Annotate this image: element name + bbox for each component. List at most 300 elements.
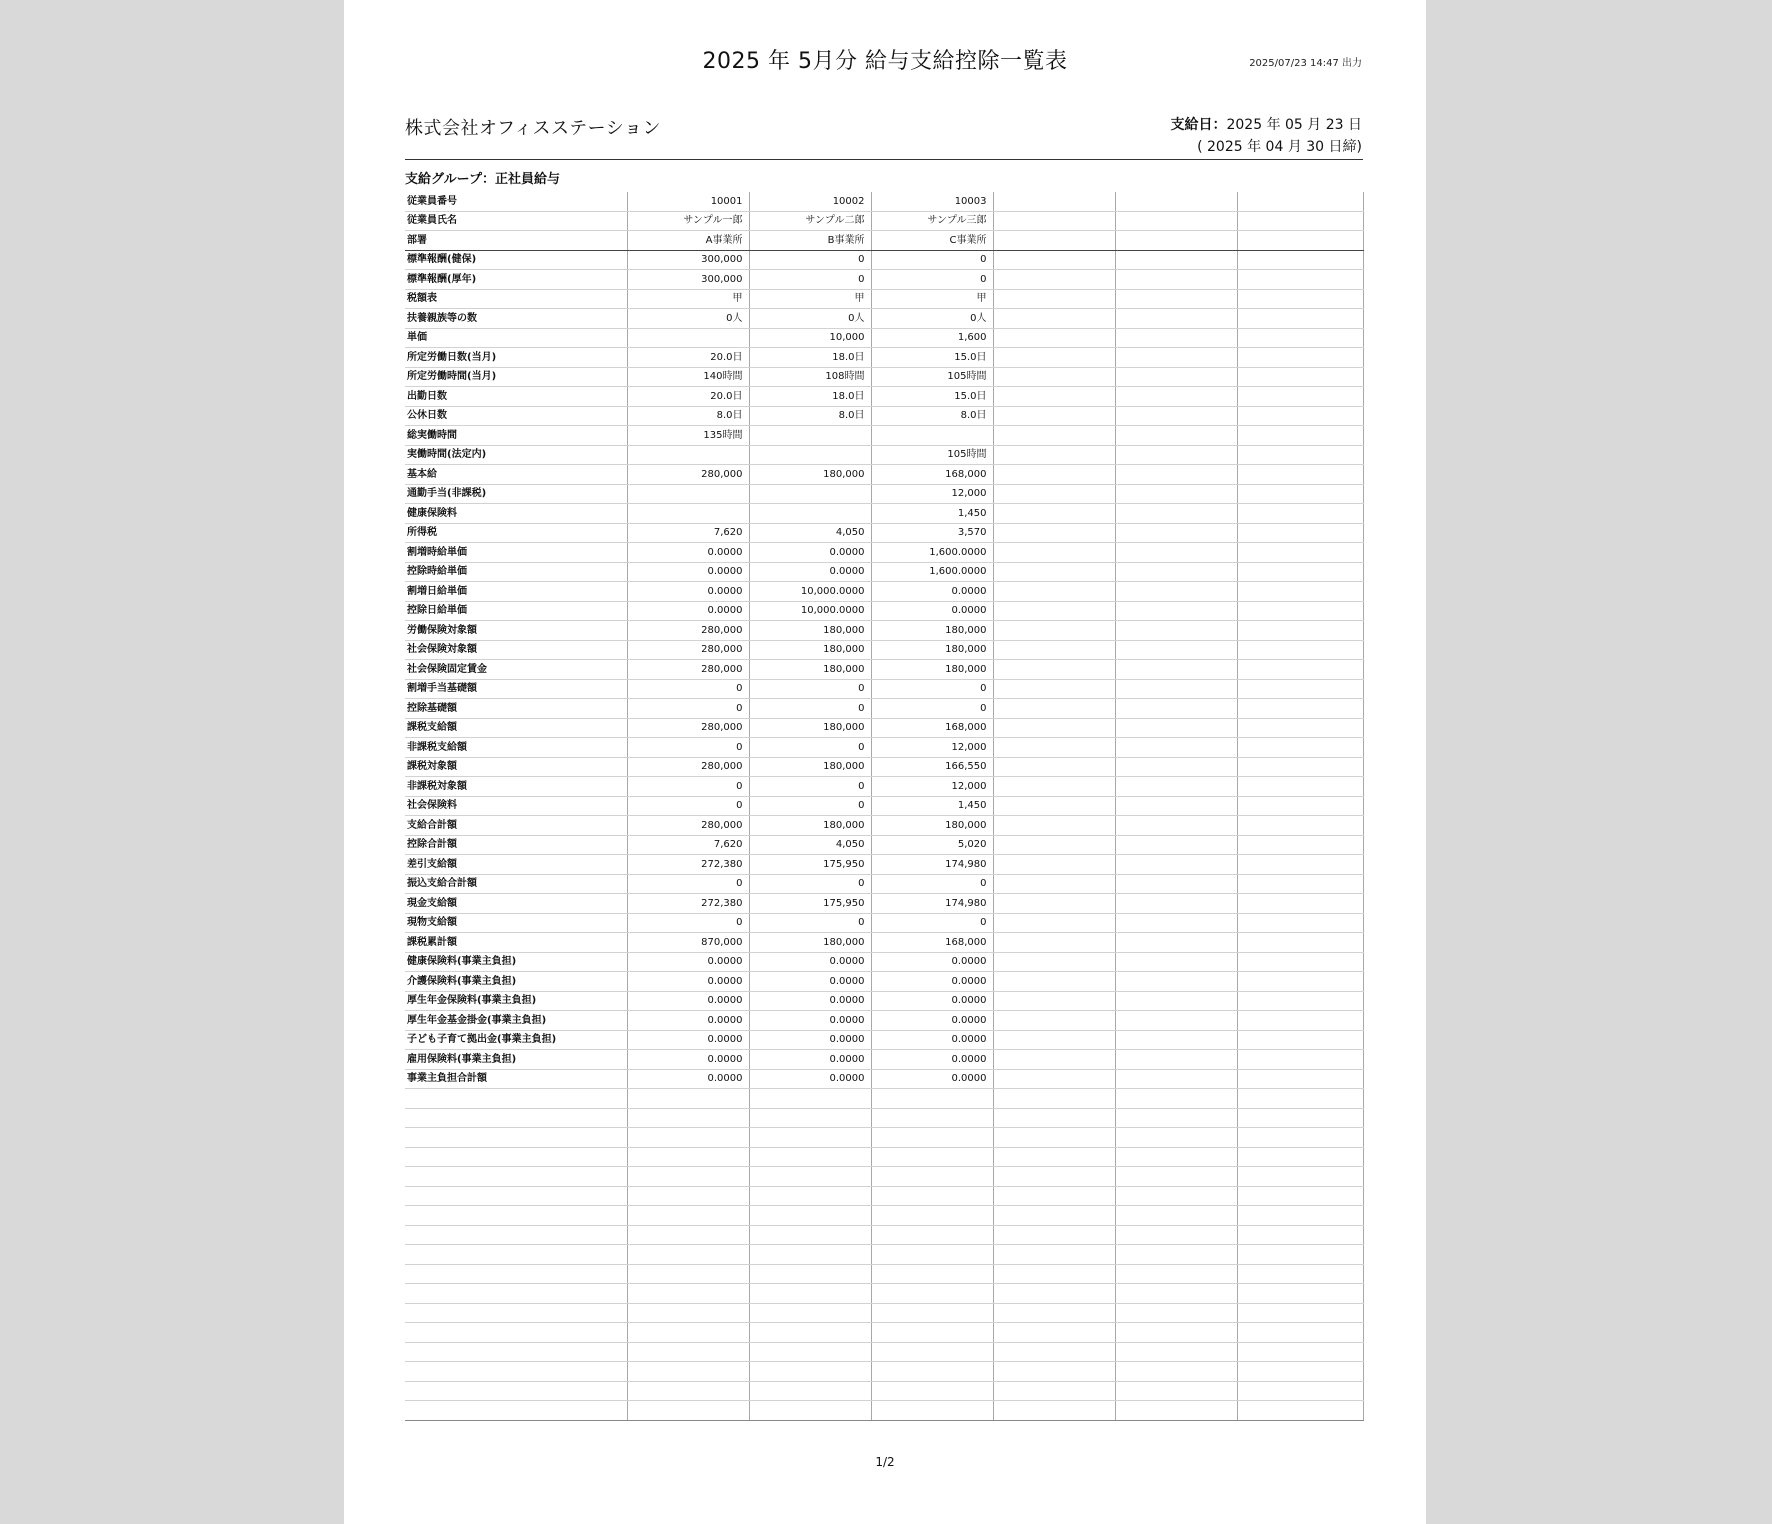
empty-column-cell xyxy=(1237,1147,1363,1167)
row-label xyxy=(405,1206,627,1226)
empty-column-cell xyxy=(1115,1303,1237,1323)
employee-value-cell: 0.0000 xyxy=(749,543,871,563)
empty-column-cell xyxy=(1237,1206,1363,1226)
empty-column-cell xyxy=(1237,621,1363,641)
row-label: 公休日数 xyxy=(405,406,627,426)
table-row xyxy=(405,1050,1363,1070)
row-label xyxy=(405,1323,627,1343)
empty-column-cell xyxy=(1115,601,1237,621)
employee-value-cell: 0.0000 xyxy=(627,991,749,1011)
row-label: 従業員氏名 xyxy=(405,211,627,231)
empty-column-cell xyxy=(993,523,1115,543)
employee-value-cell xyxy=(749,1264,871,1284)
employee-value-cell xyxy=(749,484,871,504)
employee-value-cell: 0.0000 xyxy=(871,972,993,992)
table-row xyxy=(405,582,1363,602)
empty-column-cell xyxy=(1237,738,1363,758)
empty-column-cell xyxy=(1115,1284,1237,1304)
empty-row xyxy=(405,1225,1363,1245)
employee-value-cell xyxy=(871,1225,993,1245)
row-label: 控除合計額 xyxy=(405,835,627,855)
empty-row xyxy=(405,1108,1363,1128)
empty-column-cell xyxy=(1237,1167,1363,1187)
employee-value-cell: 0.0000 xyxy=(627,1011,749,1031)
empty-column-cell xyxy=(1115,1323,1237,1343)
empty-column-cell xyxy=(1115,387,1237,407)
employee-value-cell xyxy=(749,1303,871,1323)
employee-value-cell: 0.0000 xyxy=(871,1011,993,1031)
empty-column-cell xyxy=(1115,231,1237,251)
empty-column-cell xyxy=(1237,1323,1363,1343)
empty-column-cell xyxy=(1237,1050,1363,1070)
empty-column-cell xyxy=(1115,621,1237,641)
employee-value-cell: 0.0000 xyxy=(871,582,993,602)
empty-column-cell xyxy=(993,796,1115,816)
employee-value-cell: 105時間 xyxy=(871,367,993,387)
empty-column-cell xyxy=(1115,1089,1237,1109)
empty-column-cell xyxy=(1115,1401,1237,1421)
table-row xyxy=(405,426,1363,446)
employee-value-cell: 18.0日 xyxy=(749,348,871,368)
employee-value-cell: 甲 xyxy=(749,289,871,309)
employee-value-cell: 168,000 xyxy=(871,718,993,738)
empty-column-cell xyxy=(993,1381,1115,1401)
empty-column-cell xyxy=(1237,484,1363,504)
empty-column-cell xyxy=(1115,582,1237,602)
empty-column-cell xyxy=(1115,406,1237,426)
row-label: 総実働時間 xyxy=(405,426,627,446)
employee-value-cell xyxy=(627,1303,749,1323)
empty-column-cell xyxy=(1237,426,1363,446)
empty-row xyxy=(405,1186,1363,1206)
employee-value-cell xyxy=(871,1323,993,1343)
employee-value-cell: 108時間 xyxy=(749,367,871,387)
row-label xyxy=(405,1147,627,1167)
employee-value-cell: 15.0日 xyxy=(871,348,993,368)
empty-column-cell xyxy=(1115,543,1237,563)
employee-value-cell: 300,000 xyxy=(627,270,749,290)
employee-value-cell: 1,600.0000 xyxy=(871,543,993,563)
empty-column-cell xyxy=(1237,1245,1363,1265)
employee-value-cell xyxy=(749,1128,871,1148)
empty-column-cell xyxy=(1237,504,1363,524)
employee-value-cell: C事業所 xyxy=(871,231,993,251)
empty-column-cell xyxy=(1115,952,1237,972)
employee-value-cell: 0.0000 xyxy=(749,1050,871,1070)
table-row xyxy=(405,543,1363,563)
employee-value-cell xyxy=(627,1401,749,1421)
empty-column-cell xyxy=(993,679,1115,699)
table-row xyxy=(405,504,1363,524)
employee-value-cell xyxy=(871,1167,993,1187)
employee-header-row xyxy=(405,192,1363,211)
employee-value-cell: 10001 xyxy=(627,192,749,211)
employee-value-cell: 0 xyxy=(871,874,993,894)
empty-column-cell xyxy=(1237,1381,1363,1401)
empty-column-cell xyxy=(993,621,1115,641)
employee-value-cell xyxy=(627,1206,749,1226)
table-row xyxy=(405,991,1363,1011)
employee-value-cell: 168,000 xyxy=(871,465,993,485)
table-row xyxy=(405,309,1363,329)
employee-value-cell: 18.0日 xyxy=(749,387,871,407)
empty-column-cell xyxy=(1237,991,1363,1011)
employee-value-cell xyxy=(871,1108,993,1128)
employee-value-cell: 870,000 xyxy=(627,933,749,953)
empty-column-cell xyxy=(1237,855,1363,875)
employee-value-cell xyxy=(627,1225,749,1245)
employee-value-cell: 280,000 xyxy=(627,660,749,680)
row-label: 事業主負担合計額 xyxy=(405,1069,627,1089)
table-row xyxy=(405,679,1363,699)
empty-column-cell xyxy=(1115,757,1237,777)
empty-column-cell xyxy=(993,328,1115,348)
employee-value-cell: 0.0000 xyxy=(627,601,749,621)
empty-column-cell xyxy=(1237,1128,1363,1148)
employee-value-cell: 180,000 xyxy=(749,621,871,641)
empty-column-cell xyxy=(1237,211,1363,231)
employee-value-cell xyxy=(749,1323,871,1343)
employee-value-cell: 10,000 xyxy=(749,328,871,348)
row-label: 割増日給単価 xyxy=(405,582,627,602)
employee-value-cell xyxy=(871,1128,993,1148)
row-label: 現物支給額 xyxy=(405,913,627,933)
employee-value-cell: 4,050 xyxy=(749,523,871,543)
empty-column-cell xyxy=(1237,367,1363,387)
empty-column-cell xyxy=(993,991,1115,1011)
employee-value-cell: 0 xyxy=(749,913,871,933)
empty-column-cell xyxy=(1237,972,1363,992)
empty-column-cell xyxy=(1237,874,1363,894)
empty-column-cell xyxy=(1115,816,1237,836)
report-title: 2025 年 5月分 給与支給控除一覧表 xyxy=(702,49,1068,74)
empty-column-cell xyxy=(1237,894,1363,914)
employee-value-cell: 0人 xyxy=(627,309,749,329)
empty-column-cell xyxy=(1115,1108,1237,1128)
empty-column-cell xyxy=(1237,348,1363,368)
employee-value-cell: 174,980 xyxy=(871,855,993,875)
table-row xyxy=(405,465,1363,485)
table-row xyxy=(405,835,1363,855)
employee-value-cell xyxy=(627,1264,749,1284)
employee-header-row xyxy=(405,211,1363,231)
row-label xyxy=(405,1284,627,1304)
empty-column-cell xyxy=(1115,270,1237,290)
employee-value-cell: 甲 xyxy=(627,289,749,309)
employee-value-cell: 12,000 xyxy=(871,738,993,758)
empty-row xyxy=(405,1245,1363,1265)
empty-column-cell xyxy=(993,933,1115,953)
row-label: 健康保険料 xyxy=(405,504,627,524)
employee-value-cell: 0 xyxy=(871,250,993,270)
employee-value-cell: 280,000 xyxy=(627,718,749,738)
employee-value-cell: 0 xyxy=(871,699,993,719)
empty-column-cell xyxy=(993,406,1115,426)
employee-value-cell: 180,000 xyxy=(871,640,993,660)
employee-value-cell: 8.0日 xyxy=(749,406,871,426)
empty-column-cell xyxy=(993,348,1115,368)
empty-column-cell xyxy=(1115,289,1237,309)
empty-column-cell xyxy=(1237,777,1363,797)
employee-value-cell: 1,450 xyxy=(871,796,993,816)
employee-value-cell xyxy=(749,1167,871,1187)
row-label: 非課税対象額 xyxy=(405,777,627,797)
employee-value-cell xyxy=(871,1245,993,1265)
empty-column-cell xyxy=(1115,991,1237,1011)
employee-value-cell: サンプル一郎 xyxy=(627,211,749,231)
row-label: 標準報酬(健保) xyxy=(405,250,627,270)
empty-column-cell xyxy=(1237,1362,1363,1382)
employee-value-cell: 0.0000 xyxy=(627,972,749,992)
employee-value-cell: 0.0000 xyxy=(627,1030,749,1050)
header-divider xyxy=(405,159,1363,160)
employee-value-cell xyxy=(749,1206,871,1226)
employee-value-cell: 0.0000 xyxy=(871,1030,993,1050)
empty-column-cell xyxy=(1237,406,1363,426)
empty-column-cell xyxy=(1115,777,1237,797)
empty-column-cell xyxy=(1237,933,1363,953)
row-label: 社会保険固定賃金 xyxy=(405,660,627,680)
empty-column-cell xyxy=(993,543,1115,563)
row-label: 介護保険料(事業主負担) xyxy=(405,972,627,992)
empty-row xyxy=(405,1089,1363,1109)
table-row xyxy=(405,855,1363,875)
employee-value-cell xyxy=(871,1206,993,1226)
empty-row xyxy=(405,1401,1363,1421)
employee-value-cell: 280,000 xyxy=(627,640,749,660)
table-row xyxy=(405,816,1363,836)
empty-column-cell xyxy=(993,601,1115,621)
employee-value-cell: 0.0000 xyxy=(749,991,871,1011)
row-label: 部署 xyxy=(405,231,627,251)
empty-column-cell xyxy=(993,816,1115,836)
employee-value-cell xyxy=(627,1284,749,1304)
empty-row xyxy=(405,1147,1363,1167)
employee-value-cell xyxy=(627,1323,749,1343)
empty-column-cell xyxy=(1115,1030,1237,1050)
employee-value-cell: 0 xyxy=(627,777,749,797)
empty-column-cell xyxy=(993,757,1115,777)
pay-date-block xyxy=(1170,114,1362,158)
empty-column-cell xyxy=(1115,211,1237,231)
employee-value-cell xyxy=(627,1362,749,1382)
empty-column-cell xyxy=(993,1264,1115,1284)
employee-value-cell: 0 xyxy=(749,738,871,758)
empty-column-cell xyxy=(993,1108,1115,1128)
employee-value-cell: 0.0000 xyxy=(627,543,749,563)
empty-column-cell xyxy=(1115,484,1237,504)
empty-column-cell xyxy=(1115,192,1237,211)
table-row xyxy=(405,387,1363,407)
row-label: 税額表 xyxy=(405,289,627,309)
employee-value-cell xyxy=(627,445,749,465)
employee-value-cell xyxy=(749,1342,871,1362)
employee-value-cell: 0.0000 xyxy=(749,1011,871,1031)
empty-column-cell xyxy=(1237,640,1363,660)
row-label: 従業員番号 xyxy=(405,192,627,211)
table-row xyxy=(405,874,1363,894)
employee-value-cell: 12,000 xyxy=(871,777,993,797)
row-label xyxy=(405,1264,627,1284)
employee-value-cell: 180,000 xyxy=(749,465,871,485)
empty-column-cell xyxy=(1115,972,1237,992)
table-row xyxy=(405,328,1363,348)
row-label xyxy=(405,1089,627,1109)
employee-value-cell: 8.0日 xyxy=(871,406,993,426)
empty-column-cell xyxy=(1237,601,1363,621)
employee-value-cell: 0 xyxy=(627,874,749,894)
empty-column-cell xyxy=(993,835,1115,855)
employee-value-cell: 0.0000 xyxy=(627,582,749,602)
empty-column-cell xyxy=(1237,1186,1363,1206)
empty-column-cell xyxy=(1115,523,1237,543)
empty-column-cell xyxy=(1115,1206,1237,1226)
empty-column-cell xyxy=(1237,562,1363,582)
empty-column-cell xyxy=(993,718,1115,738)
table-row xyxy=(405,621,1363,641)
employee-value-cell: 10,000.0000 xyxy=(749,582,871,602)
employee-value-cell: 10,000.0000 xyxy=(749,601,871,621)
employee-value-cell xyxy=(749,1089,871,1109)
table-row xyxy=(405,406,1363,426)
empty-column-cell xyxy=(993,1245,1115,1265)
row-label: 控除時給単価 xyxy=(405,562,627,582)
row-label: 扶養親族等の数 xyxy=(405,309,627,329)
employee-value-cell xyxy=(871,1147,993,1167)
row-label: 割増時給単価 xyxy=(405,543,627,563)
empty-column-cell xyxy=(1237,543,1363,563)
employee-value-cell: A事業所 xyxy=(627,231,749,251)
empty-column-cell xyxy=(1115,1147,1237,1167)
row-label: 基本給 xyxy=(405,465,627,485)
table-row xyxy=(405,894,1363,914)
empty-column-cell xyxy=(1115,796,1237,816)
table-row xyxy=(405,1069,1363,1089)
empty-row xyxy=(405,1303,1363,1323)
table-row xyxy=(405,738,1363,758)
empty-column-cell xyxy=(1237,231,1363,251)
row-label: 厚生年金保険料(事業主負担) xyxy=(405,991,627,1011)
employee-value-cell: 180,000 xyxy=(871,660,993,680)
empty-column-cell xyxy=(993,1401,1115,1421)
employee-value-cell xyxy=(627,1342,749,1362)
empty-column-cell xyxy=(1237,1108,1363,1128)
employee-value-cell: 0 xyxy=(627,738,749,758)
employee-value-cell: 280,000 xyxy=(627,621,749,641)
empty-column-cell xyxy=(1115,445,1237,465)
employee-value-cell: 105時間 xyxy=(871,445,993,465)
empty-column-cell xyxy=(1115,1362,1237,1382)
row-label: 非課税支給額 xyxy=(405,738,627,758)
employee-value-cell: 168,000 xyxy=(871,933,993,953)
empty-column-cell xyxy=(1237,816,1363,836)
empty-column-cell xyxy=(1115,1050,1237,1070)
employee-value-cell xyxy=(627,1245,749,1265)
empty-column-cell xyxy=(993,426,1115,446)
empty-column-cell xyxy=(993,894,1115,914)
table-row xyxy=(405,718,1363,738)
employee-value-cell xyxy=(749,1108,871,1128)
empty-column-cell xyxy=(1237,289,1363,309)
employee-value-cell: 0 xyxy=(749,699,871,719)
employee-value-cell: 0 xyxy=(749,679,871,699)
employee-value-cell: 0 xyxy=(749,874,871,894)
employee-value-cell: 0 xyxy=(871,913,993,933)
empty-column-cell xyxy=(993,660,1115,680)
employee-value-cell xyxy=(749,1381,871,1401)
empty-column-cell xyxy=(993,1011,1115,1031)
empty-column-cell xyxy=(1115,1225,1237,1245)
empty-column-cell xyxy=(1237,387,1363,407)
empty-column-cell xyxy=(1237,1401,1363,1421)
empty-column-cell xyxy=(993,309,1115,329)
employee-value-cell xyxy=(627,1381,749,1401)
employee-value-cell: B事業所 xyxy=(749,231,871,251)
employee-value-cell: 5,020 xyxy=(871,835,993,855)
employee-value-cell: 10003 xyxy=(871,192,993,211)
empty-column-cell xyxy=(1237,192,1363,211)
row-label: 割増手当基礎額 xyxy=(405,679,627,699)
employee-value-cell: 180,000 xyxy=(871,621,993,641)
empty-column-cell xyxy=(1237,1089,1363,1109)
row-label xyxy=(405,1303,627,1323)
employee-value-cell xyxy=(627,1089,749,1109)
row-label: 支給合計額 xyxy=(405,816,627,836)
table-row xyxy=(405,913,1363,933)
empty-column-cell xyxy=(1115,348,1237,368)
empty-column-cell xyxy=(1237,835,1363,855)
employee-value-cell xyxy=(749,504,871,524)
row-label xyxy=(405,1362,627,1382)
employee-value-cell: 175,950 xyxy=(749,894,871,914)
empty-row xyxy=(405,1128,1363,1148)
empty-column-cell xyxy=(993,1128,1115,1148)
employee-value-cell: 0.0000 xyxy=(871,952,993,972)
empty-column-cell xyxy=(993,1362,1115,1382)
employee-value-cell: 12,000 xyxy=(871,484,993,504)
employee-value-cell: 1,600.0000 xyxy=(871,562,993,582)
row-label: 課税対象額 xyxy=(405,757,627,777)
employee-value-cell xyxy=(871,1186,993,1206)
row-label: 通勤手当(非課税) xyxy=(405,484,627,504)
empty-column-cell xyxy=(993,484,1115,504)
empty-column-cell xyxy=(993,874,1115,894)
empty-column-cell xyxy=(993,738,1115,758)
employee-value-cell xyxy=(627,1128,749,1148)
empty-column-cell xyxy=(993,465,1115,485)
employee-value-cell: 3,570 xyxy=(871,523,993,543)
empty-column-cell xyxy=(993,192,1115,211)
empty-row xyxy=(405,1362,1363,1382)
row-label xyxy=(405,1128,627,1148)
employee-value-cell xyxy=(627,1167,749,1187)
employee-value-cell: 0.0000 xyxy=(627,562,749,582)
employee-value-cell xyxy=(871,1284,993,1304)
row-label xyxy=(405,1401,627,1421)
empty-column-cell xyxy=(993,1186,1115,1206)
empty-column-cell xyxy=(1237,952,1363,972)
employee-value-cell: 280,000 xyxy=(627,816,749,836)
employee-value-cell: 140時間 xyxy=(627,367,749,387)
empty-column-cell xyxy=(1115,1264,1237,1284)
table-row xyxy=(405,933,1363,953)
empty-column-cell xyxy=(993,1342,1115,1362)
pay-date-label: 支給日： xyxy=(1170,117,1227,133)
table-row xyxy=(405,777,1363,797)
empty-column-cell xyxy=(1115,328,1237,348)
row-label: 課税累計額 xyxy=(405,933,627,953)
empty-column-cell xyxy=(993,387,1115,407)
